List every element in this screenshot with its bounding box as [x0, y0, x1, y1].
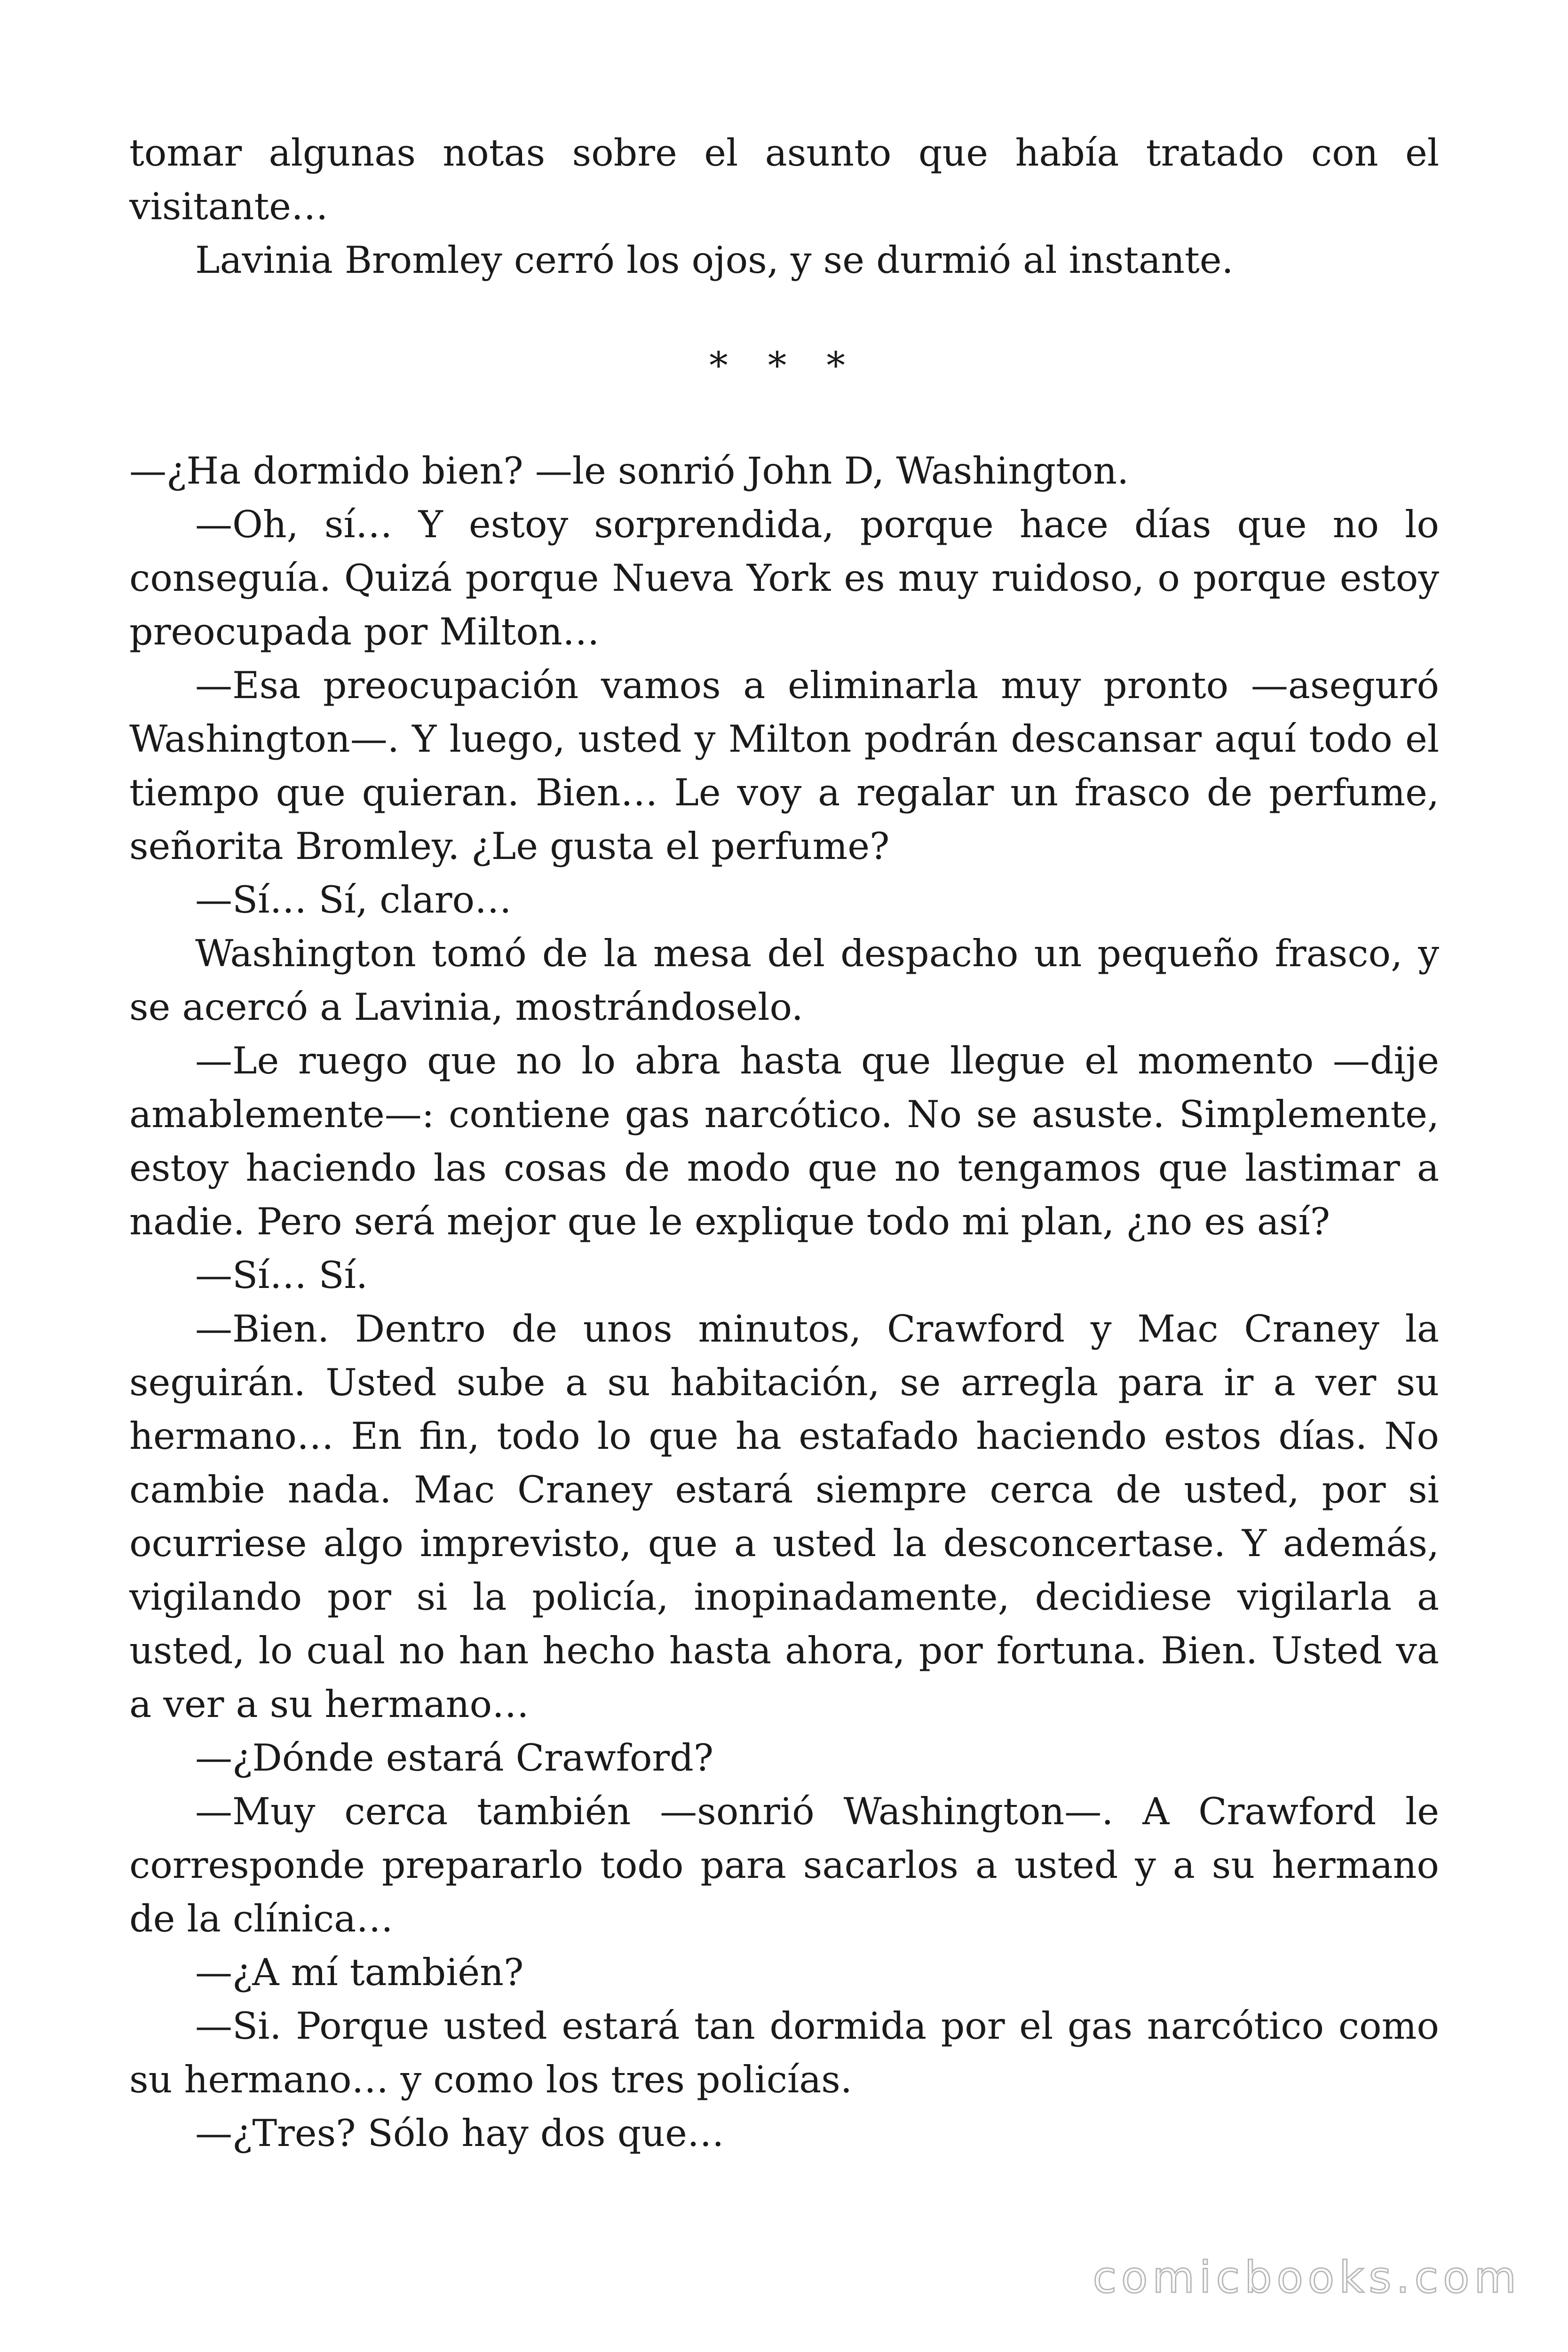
paragraph-dialogue: —Muy cerca también —sonrió Washington—. A Crawford le corresponde prepararlo todo para sacarlos a usted y a su hermano de la clínica…	[129, 1790, 1439, 1940]
paragraph-dialogue: —Sí… Sí.	[195, 1254, 368, 1297]
paragraph-dialogue: —¿Dónde estará Crawford?	[195, 1736, 714, 1780]
paragraph: Lavinia Bromley cerró los ojos, y se durmió al instante.	[195, 238, 1234, 282]
book-page	[129, 126, 1439, 2160]
paragraph-dialogue: —Esa preocupación vamos a eliminarla muy pronto —aseguró Washington—. Y luego, usted y Milton podrán descansar aquí todo el tiempo que quieran. Bien… Le voy a regalar un frasco de perfume, señorita Bromley. ¿Le gusta el perfume?	[129, 664, 1439, 868]
paragraph-dialogue: —Si. Porque usted estará tan dormida por el gas narcótico como su hermano… y como los tres policías.	[129, 2004, 1439, 2101]
scene-separator: * * *	[709, 344, 859, 387]
paragraph-continuation: tomar algunas notas sobre el asunto que había tratado con el visitante…	[129, 131, 1439, 228]
paragraph-dialogue: —Le ruego que no lo abra hasta que llegue el momento —dije amablemente—: contiene gas narcótico. No se asuste. Simplemente, estoy haciendo las cosas de modo que no tengamos que lastimar a nadie. Pero será mejor que le explique todo mi plan, ¿no es así?	[129, 1039, 1439, 1243]
paragraph-dialogue: —Bien. Dentro de unos minutos, Crawford y Mac Craney la seguirán. Usted sube a su habitación, se arregla para ir a ver su hermano… En fin, todo lo que ha estafado haciendo estos días. No cambie nada. Mac Craney estará siempre cerca de usted, por si ocurriese algo imprevisto, que a usted la desconcertase. Y además, vigilando por si la policía, inopinadamente, decidiese vigilarla a usted, lo cual no han hecho hasta ahora, por fortuna. Bien. Usted va a ver a su hermano…	[129, 1307, 1439, 1726]
paragraph-narration: Washington tomó de la mesa del despacho un pequeño frasco, y se acercó a Lavinia, mostrándoselo.	[129, 932, 1439, 1029]
paragraph-dialogue: —Oh, sí… Y estoy sorprendida, porque hace días que no lo conseguía. Quizá porque Nueva York es muy ruidoso, o porque estoy preocupada por Milton…	[129, 503, 1439, 653]
paragraph-dialogue: —¿Ha dormido bien? —le sonrió John D, Washington.	[129, 449, 1129, 493]
paragraph-dialogue: —Sí… Sí, claro…	[195, 878, 512, 922]
paragraph-dialogue: —¿A mí también?	[195, 1951, 524, 1994]
watermark-logo: comicbooks.com	[1093, 2252, 1521, 2303]
paragraph-dialogue: —¿Tres? Sólo hay dos que…	[195, 2112, 724, 2155]
